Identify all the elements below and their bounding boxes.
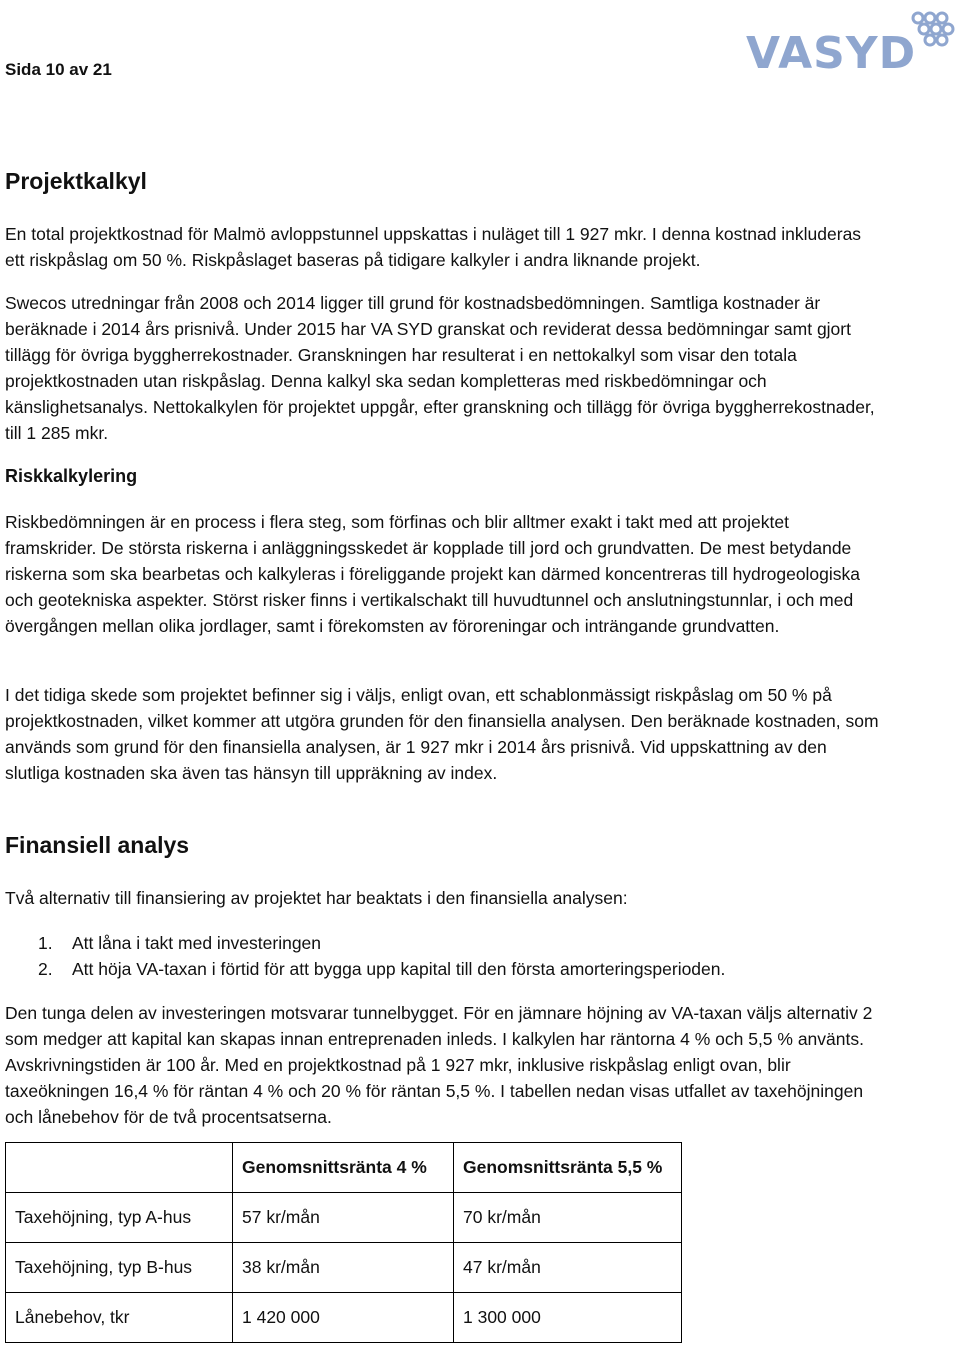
paragraph: I det tidiga skede som projektet befinner sig i väljs, enligt ovan, ett schablonmässigt riskpåslag om 50 % på projektkostnaden, vilket kommer att utgöra grunden för den finansiella analysen. Den beräknade kostnaden, som används som grund för den finansiella analysen, är 1 927 mkr i 2014 års prisnivå. Vid uppskattning av den slutliga kostnaden ska även tas hänsyn till uppräkning av index. xyxy=(5,685,879,783)
list-text: Att höja VA-taxan i förtid för att bygga upp kapital till den första amorteringsperioden. xyxy=(72,959,726,979)
list-item xyxy=(38,930,321,956)
table-cell: 38 kr/mån xyxy=(233,1243,454,1293)
paragraph: Två alternativ till finansiering av projektet har beaktats i den finansiella analysen: xyxy=(5,888,628,908)
list-number: 2. xyxy=(38,959,53,979)
table-header-cell xyxy=(6,1143,233,1193)
heading-riskkalkylering: Riskkalkylering xyxy=(5,466,138,486)
table-cell: 47 kr/mån xyxy=(454,1243,682,1293)
table-cell: 1 300 000 xyxy=(454,1293,682,1343)
heading-projektkalkyl: Projektkalkyl xyxy=(5,168,147,194)
paragraph: Den tunga delen av investeringen motsvarar tunnelbygget. För en jämnare höjning av VA-taxan väljs alternativ 2 som medger att kapital kan skapas innan entreprenaden inleds. I kalkylen har räntorna 4 % och 5,5 % använts. Avskrivningstiden är 100 år. Med en projektkostnad på 1 927 mkr, inklusive riskpåslag enligt ovan, blir taxeökningen 16,4 % för räntan 4 % och 20 % för räntan 5,5 %. I tabellen nedan visas utfallet av taxehöjningen och lånebehov för de två procentsatserna. xyxy=(5,1003,873,1127)
table-header-cell: Genomsnittsränta 4 % xyxy=(233,1143,454,1193)
table-cell: Lånebehov, tkr xyxy=(6,1293,233,1343)
list-item xyxy=(38,956,725,982)
paragraph: Swecos utredningar från 2008 och 2014 ligger till grund för kostnadsbedömningen. Samtliga kostnader är beräknade i 2014 års prisnivå. Under 2015 har VA SYD granskat och reviderat dessa bedömningar samt gjort tillägg för övriga byggherrekostnader. Granskningen har resulterat i en nettokalkyl som visar den totala projektkostnaden utan riskpåslag. Denna kalkyl ska sedan kompletteras med riskbedömningar och känslighetsanalys. Nettokalkylen för projektet uppgår, efter granskning och tillägg för övriga byggherrekostnader, till 1 285 mkr. xyxy=(5,293,875,443)
heading-finansiell-analys: Finansiell analys xyxy=(5,832,190,858)
table-cell: Taxehöjning, typ B-hus xyxy=(6,1243,233,1293)
table-header-row xyxy=(6,1143,682,1193)
paragraph: Riskbedömningen är en process i flera steg, som förfinas och blir alltmer exakt i takt med att projektet framskrider. De största riskerna i anläggningsskedet är kopplade till jord och grundvatten. De mest betydande riskerna som ska bearbetas och kalkyleras i föreliggande projekt kan därmed koncentreras till hydrogeologiska och geotekniska aspekter. Störst risker finns i vertikalschakt till huvudtunnel och anslutningstunnlar, i och med övergången mellan olika jordlager, samt i förekomsten av föroreningar och inträngande grundvatten. xyxy=(5,512,861,636)
list-text: Att låna i takt med investeringen xyxy=(72,933,322,953)
vasyd-logo xyxy=(744,2,958,74)
table-cell: 57 kr/mån xyxy=(233,1193,454,1243)
table-row xyxy=(6,1293,682,1343)
tax-table xyxy=(5,1142,682,1343)
table-cell: 70 kr/mån xyxy=(454,1193,682,1243)
table-row xyxy=(6,1193,682,1243)
paragraph: En total projektkostnad för Malmö avloppstunnel uppskattas i nuläget till 1 927 mkr. I denna kostnad inkluderas ett riskpåslag om 50 %. Riskpåslaget baseras på tidigare kalkyler i andra liknande projekt. xyxy=(5,224,862,270)
table-cell: Taxehöjning, typ A-hus xyxy=(6,1193,233,1243)
logo-text: VASYD xyxy=(746,28,917,74)
table-cell: 1 420 000 xyxy=(233,1293,454,1343)
table-row xyxy=(6,1243,682,1293)
logo-emblem-icon xyxy=(913,13,953,45)
table-header-cell: Genomsnittsränta 5,5 % xyxy=(454,1143,682,1193)
list-number: 1. xyxy=(38,933,53,953)
page-number: Sida 10 av 21 xyxy=(5,60,112,79)
